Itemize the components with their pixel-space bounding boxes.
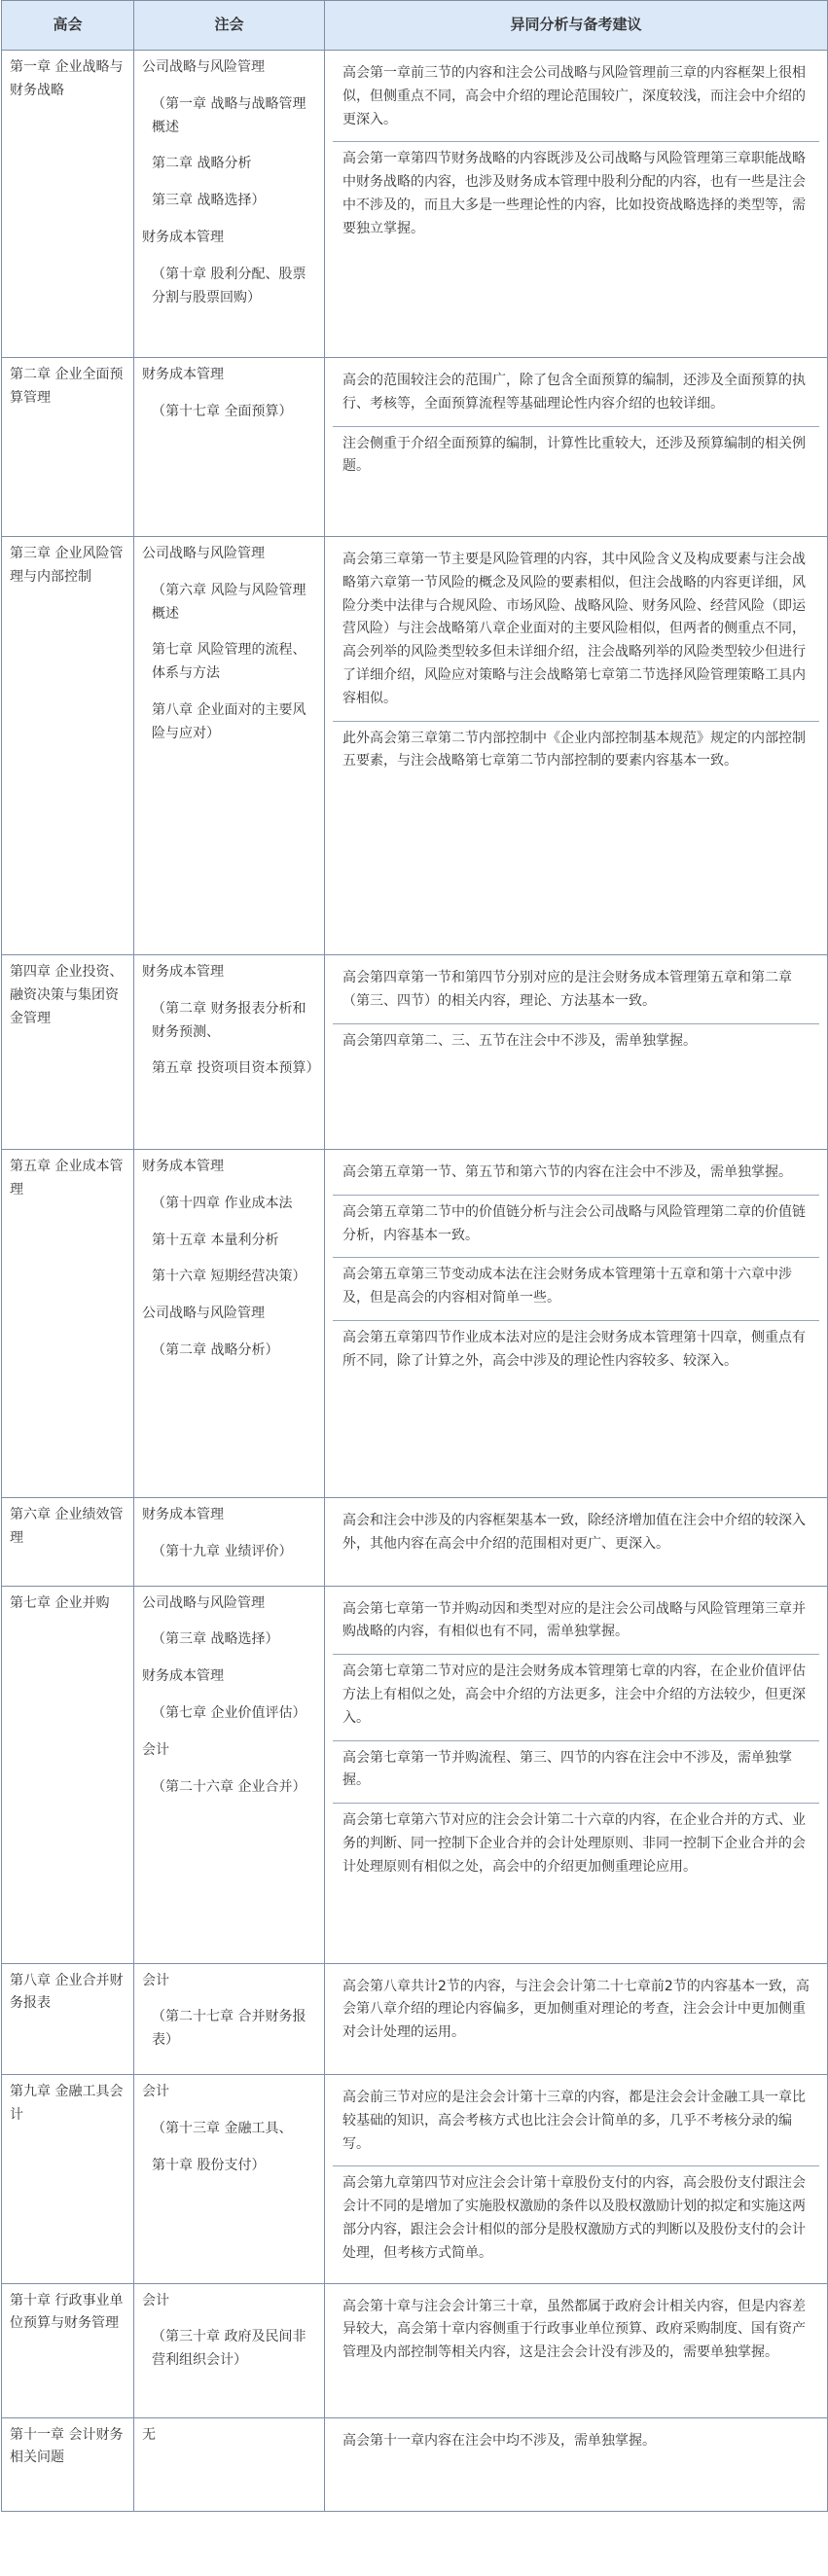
zhukuai-line: （第一章 战略与战略管理概述 [152,95,306,135]
table-row [2,1150,828,1498]
zhukuai-line: 会计 [142,1972,169,1988]
analysis-paragraph: 高会和注会中涉及的内容框架基本一致，除经济增加值在注会中介绍的较深入外，其他内容在高会中介绍的范围相对更广、更深入。 [342,1513,806,1552]
zhukuai-chapter-cell [134,2417,325,2511]
zhukuai-line: 第七章 风险管理的流程、体系与方法 [152,642,306,682]
zhukuai-line: （第十三章 金融工具、 [152,2120,293,2136]
gaokuai-chapter-cell: 第三章 企业风险管理与内部控制 [2,537,134,955]
zhukuai-line: 第五章 投资项目资本预算） [152,1060,320,1077]
zhukuai-line: 财务成本管理 [142,1159,224,1174]
header-analysis: 异同分析与备考建议 [325,1,828,51]
zhukuai-chapter-cell [134,1963,325,2074]
table-row [2,955,828,1150]
zhukuai-chapter-cell [134,358,325,537]
analysis-paragraph: 此外高会第三章第二节内部控制中《企业内部控制基本规范》规定的内部控制五要素，与注会战略第七章第二节内部控制的要素内容基本一致。 [342,730,806,769]
analysis-paragraph: 高会第五章第四节作业成本法对应的是注会财务成本管理第十四章，侧重点有所不同，除了计算之外，高会中涉及的理论性内容较多、较深入。 [342,1329,806,1369]
analysis-cell [325,358,828,537]
zhukuai-line: （第十四章 作业成本法 [152,1195,293,1211]
gaokuai-chapter-cell: 第二章 企业全面预算管理 [2,358,134,537]
zhukuai-line: 第八章 企业面对的主要风险与应对） [152,701,306,741]
analysis-paragraph: 高会第十一章内容在注会中均不涉及，需单独掌握。 [342,2432,656,2449]
analysis-paragraph: 高会第五章第二节中的价值链分析与注会公司战略与风险管理第二章的价值链分析，内容基本一致。 [333,1196,819,1259]
gaokuai-chapter-cell: 第十章 行政事业单位预算与财务管理 [2,2283,134,2417]
analysis-cell [325,955,828,1150]
analysis-paragraph: 高会第七章第六节对应的注会会计第二十六章的内容，在企业合并的方式、业务的判断、同一控制下企业合并的会计处理原则、非同一控制下企业合并的会计处理原则有相似之处，高会中的介绍更加侧重理论应用。 [342,1812,806,1875]
zhukuai-line: （第十章 股利分配、股票分割与股票回购） [152,266,306,305]
analysis-paragraph: 高会第四章第二、三、五节在注会中不涉及，需单独掌握。 [342,1032,697,1049]
zhukuai-line: （第七章 企业价值评估） [152,1704,306,1721]
analysis-paragraph: 高会第九章第四节对应注会会计第十章股份支付的内容，高会股份支付跟注会会计不同的是增加了实施股权激励的条件以及股权激励计划的拟定和实施这两部分内容，跟注会会计相似的部分是股权激励方式的判断以及股份支付的会计处理，但考核方式简单。 [342,2175,806,2261]
analysis-paragraph: 高会第七章第一节并购动因和类型对应的是注会公司战略与风险管理第三章并购战略的内容，有相似也有不同，需单独掌握。 [333,1592,819,1656]
zhukuai-line: 财务成本管理 [142,229,224,245]
zhukuai-line: 第二章 战略分析 [152,156,252,172]
analysis-cell [325,537,828,955]
analysis-paragraph: 高会前三节对应的是注会会计第十三章的内容，都是注会会计金融工具一章比较基础的知识，高会考核方式也比注会会计简单的多，几乎不考核分录的编写。 [333,2081,819,2166]
analysis-paragraph: 高会的范围较注会的范围广，除了包含全面预算的编制，还涉及全面预算的执行、考核等，全面预算流程等基础理论性内容介绍的也较详细。 [333,364,819,427]
analysis-paragraph: 高会第一章前三节的内容和注会公司战略与风险管理前三章的内容框架上很相似，但侧重点不同，高会中介绍的理论范围较广，深度较浅，而注会中介绍的更深入。 [333,56,819,142]
gaokuai-chapter-cell: 第四章 企业投资、融资决策与集团资金管理 [2,955,134,1150]
zhukuai-line: （第三章 战略选择） [152,1631,279,1648]
zhukuai-line: （第十七章 全面预算） [152,403,293,419]
zhukuai-line: 第十章 股份支付） [152,2157,266,2173]
zhukuai-line: 公司战略与风险管理 [142,59,265,75]
zhukuai-line: （第十九章 业绩评价） [152,1543,293,1559]
zhukuai-chapter-cell [134,1150,325,1498]
analysis-paragraph: 高会第十章与注会会计第三十章，虽然都属于政府会计相关内容，但是内容差异较大，高会第十章内容侧重于行政事业单位预算、政府采购制度、国有资产管理及内部控制等相关内容，这是注会会计没有涉及的，需要单独掌握。 [342,2298,806,2361]
zhukuai-line: 会计 [142,1741,169,1758]
table-body [2,51,828,2512]
analysis-paragraph: 注会侧重于介绍全面预算的编制，计算性比重较大，还涉及预算编制的相关例题。 [342,435,806,475]
zhukuai-line: 财务成本管理 [142,1507,224,1522]
gaokuai-chapter-cell: 第八章 企业合并财务报表 [2,1963,134,2074]
zhukuai-line: （第二十六章 企业合并） [152,1778,306,1795]
table-row [2,2417,828,2511]
zhukuai-line: 第十五章 本量利分析 [152,1232,279,1248]
analysis-paragraph: 高会第一章第四节财务战略的内容既涉及公司战略与风险管理第三章职能战略中财务战略的内容，也涉及财务成本管理中股利分配的内容，也有一些是注会中不涉及的，而且大多是一些理论性的内容，比如投资战略选择的类型等，需要独立掌握。 [342,151,806,236]
table-row [2,1963,828,2074]
analysis-paragraph: 高会第四章第一节和第四节分别对应的是注会财务成本管理第五章和第二章（第三、四节）的相关内容，理论、方法基本一致。 [333,961,819,1024]
gaokuai-chapter-cell: 第九章 金融工具会计 [2,2074,134,2283]
table-header-row [2,1,828,51]
zhukuai-line: （第三十章 政府及民间非营利组织会计） [152,2329,306,2369]
gaokuai-chapter-cell: 第六章 企业绩效管理 [2,1498,134,1587]
zhukuai-line: 财务成本管理 [142,367,224,382]
gaokuai-chapter-cell: 第十一章 会计财务相关问题 [2,2417,134,2511]
table-row [2,2283,828,2417]
analysis-cell [325,2417,828,2511]
header-gaokuai: 高会 [2,1,134,51]
zhukuai-line: 公司战略与风险管理 [142,1594,265,1611]
zhukuai-line: 无 [142,2426,156,2443]
analysis-paragraph: 高会第七章第二节对应的是注会财务成本管理第七章的内容，在企业价值评估方法上有相似之处，高会中介绍的方法更多，注会中介绍的方法较少，但更深入。 [333,1655,819,1740]
zhukuai-chapter-cell [134,1586,325,1963]
zhukuai-line: （第二十七章 合并财务报表） [152,2009,306,2049]
analysis-paragraph: 高会第三章第一节主要是风险管理的内容，其中风险含义及构成要素与注会战略第六章第一节风险的概念及风险的要素相似，但注会战略的内容更详细，风险分类中法律与合规风险、市场风险、战略风险、财务风险、经营风险（即运营风险）与注会战略第八章企业面对的主要风险相似，但两者的侧重点不同，高会列举的风险类型较多但未详细介绍，注会战略列举的风险类型较少但进行了详细介绍，风险应对策略与注会战略第七章第二节选择风险管理策略工具内容相似。 [333,543,819,722]
zhukuai-chapter-cell [134,955,325,1150]
table-row [2,358,828,537]
zhukuai-line: （第二章 财务报表分析和财务预测、 [152,1000,306,1040]
zhukuai-chapter-cell [134,2283,325,2417]
zhukuai-line: 会计 [142,2292,169,2308]
table-row [2,2074,828,2283]
zhukuai-line: 财务成本管理 [142,1668,224,1685]
zhukuai-line: 财务成本管理 [142,964,224,980]
zhukuai-line: （第六章 风险与风险管理概述 [152,582,306,622]
analysis-paragraph: 高会第七章第一节并购流程、第三、四节的内容在注会中不涉及，需单独掌握。 [333,1741,819,1805]
zhukuai-line: 公司战略与风险管理 [142,546,265,561]
table-row [2,1586,828,1963]
analysis-paragraph: 高会第五章第三节变动成本法在注会财务成本管理第十五章和第十六章中涉及，但是高会的内容相对简单一些。 [333,1258,819,1321]
table-row [2,537,828,955]
gaokuai-chapter-cell: 第七章 企业并购 [2,1586,134,1963]
zhukuai-chapter-cell [134,2074,325,2283]
zhukuai-line: 第十六章 短期经营决策） [152,1269,306,1285]
header-zhukuai: 注会 [134,1,325,51]
analysis-cell [325,2074,828,2283]
zhukuai-chapter-cell [134,537,325,955]
comparison-table [1,0,828,2512]
analysis-paragraph: 高会第五章第一节、第五节和第六节的内容在注会中不涉及，需单独掌握。 [333,1156,819,1196]
analysis-paragraph: 高会第八章共计2节的内容，与注会会计第二十七章前2节的内容基本一致，高会第八章介绍的理论内容偏多，更加侧重对理论的考查，注会会计中更加侧重对会计处理的运用。 [342,1978,810,2041]
analysis-cell [325,2283,828,2417]
analysis-cell [325,1586,828,1963]
zhukuai-line: 第三章 战略选择） [152,193,266,209]
table-row [2,51,828,358]
zhukuai-line: （第二章 战略分析） [152,1342,279,1358]
zhukuai-chapter-cell [134,1498,325,1587]
analysis-cell [325,1150,828,1498]
zhukuai-line: 公司战略与风险管理 [142,1306,265,1322]
gaokuai-chapter-cell: 第五章 企业成本管理 [2,1150,134,1498]
analysis-cell [325,51,828,358]
gaokuai-chapter-cell: 第一章 企业战略与财务战略 [2,51,134,358]
zhukuai-line: 会计 [142,2083,169,2099]
analysis-cell [325,1963,828,2074]
zhukuai-chapter-cell [134,51,325,358]
analysis-cell [325,1498,828,1587]
table-row [2,1498,828,1587]
